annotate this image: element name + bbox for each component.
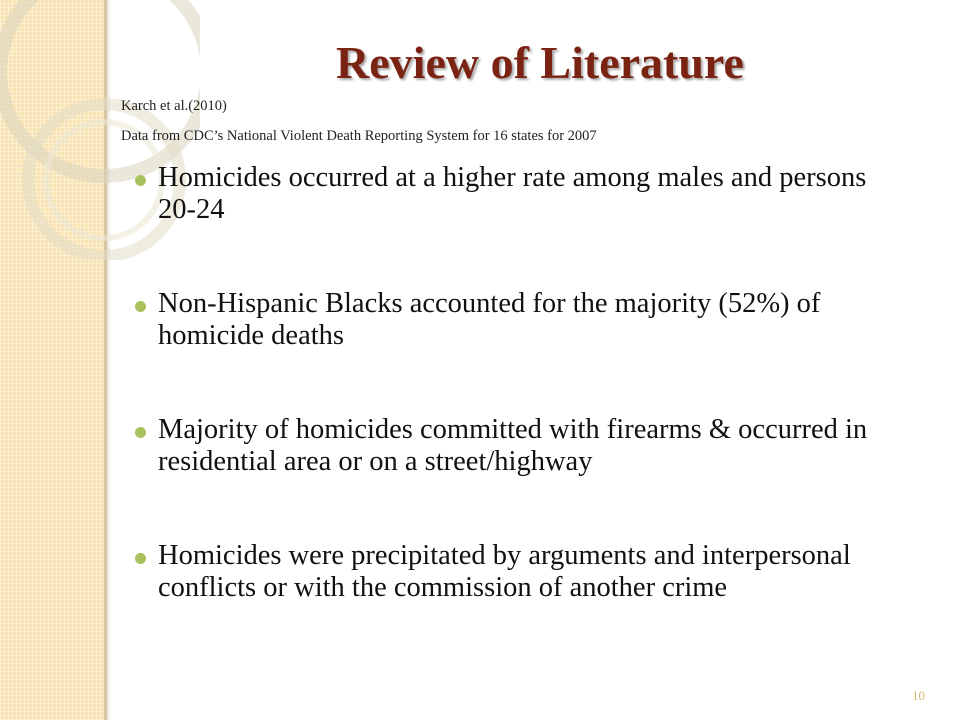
bullet-list [118,162,898,666]
bullet-item [118,162,898,226]
bullet-item [118,414,898,478]
bullet-text: Homicides occurred at a higher rate among males and persons 20-24 [158,162,867,225]
bullet-dot-icon [135,301,146,312]
bullet-dot-icon [135,427,146,438]
bullet-item [118,540,898,604]
bullet-dot-icon [135,553,146,564]
bullet-text: Non-Hispanic Blacks accounted for the majority (52%) of homicide deaths [158,288,821,351]
bullet-text: Homicides were precipitated by arguments and interpersonal conflicts or with the commission of another crime [158,540,851,603]
source-citation: Karch et al.(2010) [121,98,227,114]
slide-title: Review of Literature [336,37,744,88]
bullet-text: Majority of homicides committed with firearms & occurred in residential area or on a street/highway [158,414,868,477]
source-description: Data from CDC’s National Violent Death Reporting System for 16 states for 2007 [121,128,597,144]
bullet-dot-icon [135,175,146,186]
page-number: 10 [912,688,925,703]
bullet-item [118,288,898,352]
